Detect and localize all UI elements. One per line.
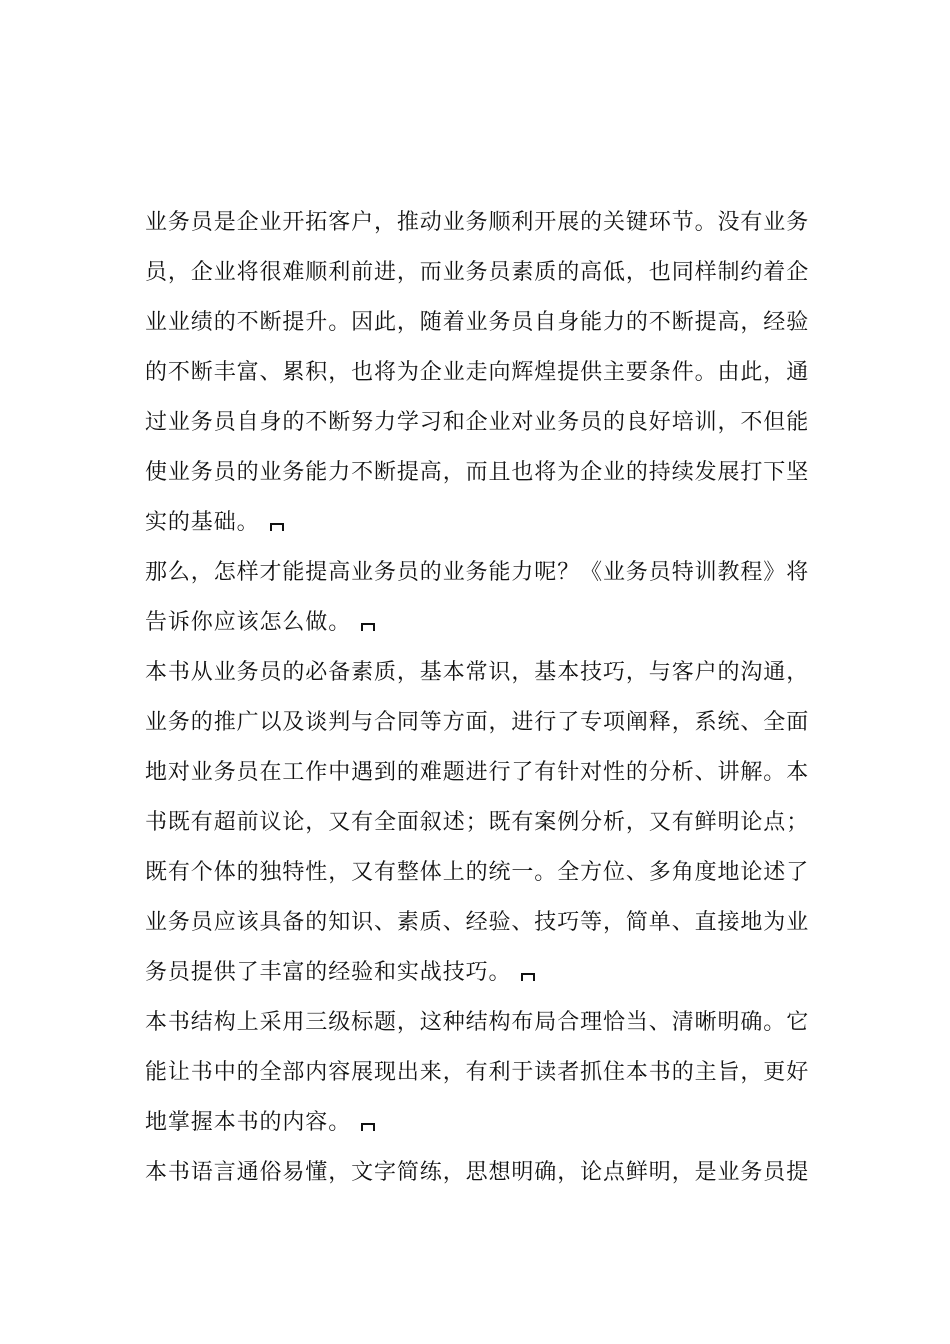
text-line-last <box>145 1098 796 1148</box>
paragraph-4 <box>145 998 810 1148</box>
text-line: 本书语言通俗易懂，文字简练，思想明确，论点鲜明，是业务员提 <box>145 1160 810 1185</box>
paragraph-2 <box>145 548 810 648</box>
text-line: 本书结构上采用三级标题，这种结构布局合理恰当、清晰明确。它 <box>145 1010 810 1035</box>
text-line: 业业绩的不断提升。因此，随着业务员自身能力的不断提高，经验 <box>145 310 810 335</box>
paragraph-mark-icon <box>361 1123 375 1131</box>
text-line-last <box>145 498 796 548</box>
text-line: 的不断丰富、累积，也将为企业走向辉煌提供主要条件。由此，通 <box>145 360 810 385</box>
paragraph-mark-icon <box>361 623 375 631</box>
text-line: 业务员应该具备的知识、素质、经验、技巧等，简单、直接地为业 <box>145 910 810 935</box>
text-line: 既有个体的独特性，又有整体上的统一。全方位、多角度地论述了 <box>145 860 810 885</box>
text-line: 能让书中的全部内容展现出来，有利于读者抓住本书的主旨，更好 <box>145 1060 810 1085</box>
text-line-content: 务员提供了丰富的经验和实战技巧。 <box>145 960 512 985</box>
paragraph-5 <box>145 1148 810 1198</box>
text-line: 员，企业将很难顺利前进，而业务员素质的高低，也同样制约着企 <box>145 260 810 285</box>
text-line-content: 实的基础。 <box>145 510 260 535</box>
text-line: 过业务员自身的不断努力学习和企业对业务员的良好培训，不但能 <box>145 410 810 435</box>
text-line-content: 告诉你应该怎么做。 <box>145 610 352 635</box>
text-line-last <box>145 598 796 648</box>
text-line: 使业务员的业务能力不断提高，而且也将为企业的持续发展打下坚 <box>145 460 810 485</box>
text-line: 那么，怎样才能提高业务员的业务能力呢？《业务员特训教程》将 <box>145 560 810 585</box>
text-line: 地对业务员在工作中遇到的难题进行了有针对性的分析、讲解。本 <box>145 760 810 785</box>
text-line: 业务的推广以及谈判与合同等方面，进行了专项阐释，系统、全面 <box>145 710 810 735</box>
paragraph-1 <box>145 198 810 548</box>
text-line: 书既有超前议论，又有全面叙述；既有案例分析，又有鲜明论点； <box>145 810 810 835</box>
paragraph-mark-icon <box>521 973 535 981</box>
text-line: 业务员是企业开拓客户，推动业务顺利开展的关键环节。没有业务 <box>145 210 810 235</box>
text-line-content: 地掌握本书的内容。 <box>145 1110 352 1135</box>
document-body <box>145 198 810 1198</box>
paragraph-mark-icon <box>270 523 284 531</box>
text-line: 本书从业务员的必备素质，基本常识，基本技巧，与客户的沟通， <box>145 660 810 685</box>
paragraph-3 <box>145 648 810 998</box>
text-line-last <box>145 948 796 998</box>
